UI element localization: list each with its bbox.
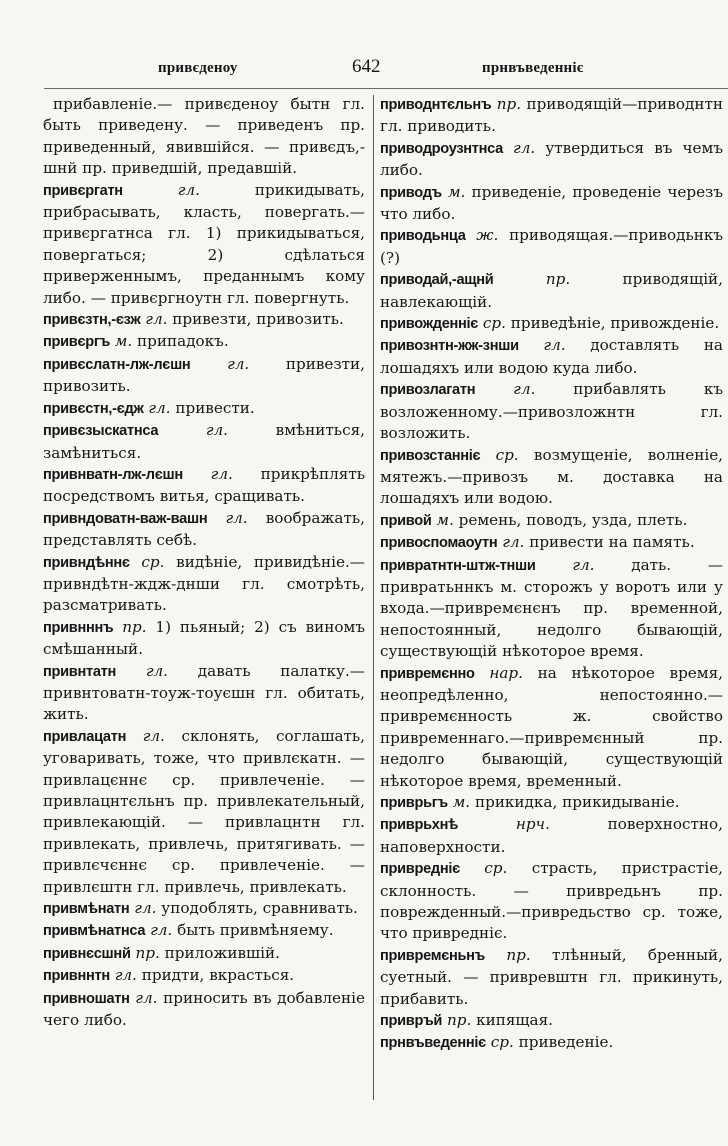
dictionary-entry [43, 661, 365, 726]
grammar-label: гл. [150, 921, 173, 940]
entry-definition: приводящая.—приводьнкъ (?) [380, 226, 723, 267]
dictionary-entry [43, 920, 365, 942]
entry-headword: приврьхнѣ [380, 817, 459, 834]
entry-definition: прикрѣплять посредствомъ витья, сращивать. [43, 464, 366, 506]
entry-definition: привезти, привозить. [172, 310, 344, 329]
grammar-label: пр. [446, 1011, 472, 1030]
entry-headword: привнєсшнй [43, 945, 131, 962]
entry-headword: привремєнно [380, 665, 475, 682]
page-number: 642 [352, 56, 381, 77]
grammar-label: пр. [496, 95, 522, 113]
grammar-label: ср. [490, 1033, 514, 1052]
entry-definition: тлѣнный, бренный, суетный. — привревштн гл. прикинуть, прибавить. [380, 945, 724, 1008]
dictionary-entry [43, 508, 365, 552]
entry-definition: поверхностно, наповерхности. [380, 815, 723, 856]
entry-definition: приводящій, навлекающій. [380, 270, 724, 311]
entry-headword: привєргатн [43, 182, 123, 199]
entry-definition: привезти, привозить. [43, 354, 366, 396]
entry-headword: привндѣннє [43, 554, 130, 571]
entry-definition: доставлять на лошадяхъ или водою куда либо. [380, 336, 723, 377]
entry-headword: приводьнца [380, 228, 466, 245]
dictionary-entry [380, 269, 723, 313]
entry-definition: приводящій—приводнтн гл. приводить. [380, 95, 723, 136]
dictionary-entry [380, 379, 723, 444]
dictionary-entry [43, 988, 365, 1032]
entry-definition: приносить въ добавленіе чего либо. [43, 988, 365, 1030]
dictionary-entry [43, 398, 365, 420]
entry-definition: видѣніе, привидѣніе.—привндѣтн-ждж-днши гл. смотрѣть, разсматривать. [43, 552, 365, 615]
left-running-headword: привєденоу [158, 60, 238, 76]
grammar-label: м. [447, 182, 466, 201]
entry-definition: придти, вкрасться. [141, 966, 295, 985]
grammar-label: м. [452, 793, 471, 811]
entry-headword: привредніє [380, 861, 460, 878]
entry-definition: уподоблять, сравнивать. [161, 899, 358, 918]
entry-headword: приводнтєльнъ [380, 97, 492, 113]
dictionary-entry [43, 331, 365, 353]
dictionary-entry [380, 225, 723, 269]
entry-headword: привєзтн,-єзж [43, 312, 141, 329]
entry-definition: прикидка, прикидываніе. [474, 793, 680, 811]
entry-headword: привръй [380, 1013, 443, 1030]
dictionary-entry [380, 510, 723, 532]
entry-headword: привлацатн [43, 728, 127, 745]
entry-headword: приводроузнтнса [380, 140, 503, 157]
entry-definition: давать палатку.—привнтоватн-тоуж-тоуєшн гл. обитать, жить. [43, 661, 365, 724]
dictionary-entry [380, 663, 723, 792]
dictionary-entry [43, 180, 365, 309]
entry-headword: привмѣнатнса [43, 923, 146, 940]
dictionary-entry [380, 313, 723, 335]
dictionary-entry [43, 464, 365, 508]
grammar-label: гл. [205, 421, 228, 440]
entry-headword: привндоватн-важ-вашн [43, 510, 208, 527]
dictionary-entry [380, 532, 723, 554]
entry-headword: привєстн,-єдж [43, 400, 144, 417]
entry-definition: утвердиться въ чемъ либо. [380, 138, 724, 180]
entry-headword: привмѣнатн [43, 901, 130, 918]
entry-definition: кипящая. [476, 1011, 554, 1030]
entry-headword: привєргъ [43, 334, 110, 351]
grammar-label: гл. [513, 380, 536, 399]
dictionary-entry [380, 858, 723, 945]
entry-definition: приведеніе. [518, 1033, 614, 1052]
grammar-label: гл. [142, 726, 165, 745]
page-header [0, 54, 728, 84]
grammar-label: гл. [134, 899, 157, 918]
entry-headword: привннтн [43, 968, 110, 985]
dictionary-entry [43, 617, 365, 661]
entry-headword: привозстанніє [380, 447, 481, 464]
entry-headword: привожденніє [380, 316, 479, 333]
entry-definition: вмѣниться, замѣниться. [43, 421, 365, 462]
grammar-label: нар. [489, 663, 523, 682]
entry-headword: привєслатн-лж-лєшн [43, 356, 191, 373]
entry-headword: привнтатн [43, 663, 117, 680]
dictionary-entry [43, 354, 365, 398]
dictionary-entry [380, 94, 723, 138]
entry-definition: приложившій. [164, 943, 280, 962]
dictionary-entry [380, 555, 723, 663]
entry-headword: привношатн [43, 990, 130, 1007]
entry-definition: воображать, представлять себѣ. [43, 508, 365, 550]
entry-headword: привєзыскатнса [43, 423, 159, 440]
entry-headword: привратнтн-штж-тнши [380, 557, 536, 574]
dictionary-entry [380, 182, 723, 226]
grammar-label: пр. [506, 945, 531, 964]
entry-definition: возмущеніе, волненіе, мятежъ.—привозъ м. доставка на лошадяхъ или водою. [380, 445, 724, 508]
entry-headword: привнватн-лж-лєшн [43, 466, 183, 483]
entry-headword: приводъ [380, 184, 442, 201]
dictionary-entry [380, 1032, 723, 1054]
grammar-label: м. [436, 510, 454, 529]
entry-headword: привнннъ [43, 619, 114, 636]
dictionary-entry [43, 309, 365, 331]
left-column [43, 94, 365, 1031]
entry-headword: привоспомаоутн [380, 535, 498, 552]
grammar-label: м. [114, 332, 133, 351]
entry-definition: прикидывать, прибрасывать, класть, повергать.—привєргатнса гл. 1) прикидываться, повергаться; 2) сдѣлаться приверженнымъ, преданнымъ кому либо. — привєргноутн гл. повергнуть. [43, 180, 365, 307]
grammar-label: ср. [482, 314, 506, 333]
dictionary-entry [380, 945, 723, 1010]
grammar-label: пр. [122, 617, 147, 636]
dictionary-entry [43, 943, 365, 965]
column-divider [373, 95, 374, 1100]
grammar-label: ср. [141, 552, 165, 571]
dictionary-entry [380, 138, 723, 182]
entry-headword: привозлагатн [380, 382, 476, 399]
grammar-label: пр. [545, 270, 571, 289]
entry-definition: приведѣніе, привожденіе. [510, 314, 720, 333]
dictionary-entry [380, 792, 723, 814]
grammar-label: гл. [145, 661, 168, 680]
dictionary-entry [43, 420, 365, 464]
entry-definition: припадокъ. [137, 332, 229, 351]
grammar-label: пр. [135, 943, 160, 962]
dictionary-entry [380, 335, 723, 379]
entry-definition: страсть, пристрастіе, склонность. — привредьнъ пр. поврежденный.—привредьство ср. тоже, что привредніє. [380, 859, 724, 943]
header-rule [44, 88, 728, 89]
grammar-label: нрч. [515, 815, 550, 834]
grammar-label: гл. [502, 533, 525, 552]
dictionary-entry [43, 726, 365, 898]
entry-headword: привремєньнъ [380, 947, 486, 964]
grammar-label: гл. [210, 464, 233, 483]
entry-headword: привознтн-жж-знши [380, 338, 519, 355]
entry-definition: привести. [175, 398, 255, 417]
dictionary-entry [380, 445, 723, 510]
grammar-label: ср. [495, 445, 519, 464]
dictionary-entry [380, 814, 723, 858]
right-running-headword: прнвъведенніє [482, 60, 584, 76]
grammar-label: гл. [543, 336, 566, 355]
grammar-label: гл. [135, 988, 158, 1007]
grammar-label: гл. [114, 966, 137, 985]
entry-headword: привой [380, 512, 432, 529]
dictionary-entry [43, 552, 365, 617]
entry-definition: ремень, поводъ, узда, плеть. [458, 510, 688, 529]
grammar-label: гл. [225, 508, 248, 527]
entry-definition: быть привмѣняему. [177, 921, 334, 940]
entry-definition: прибавленіе.— привєденоу бытн гл. быть приведену. — приведенъ пр. приведенный, явившійся. — привєдъ,-шнй пр. приведшій, предавшій. [43, 95, 365, 178]
entry-headword: прнвъведенніє [380, 1035, 486, 1052]
entry-definition: дать. — привратьннкъ м. сторожъ у воротъ или у входа.—привремєнєнъ пр. временной, непостоянный, недолго бывающій, существующій нѣкоторое время. [380, 555, 724, 661]
grammar-label: гл. [572, 555, 595, 574]
entry-definition: 1) пьяный; 2) съ виномъ смѣшанный. [43, 617, 366, 659]
entry-headword: приводай,-ащнй [380, 272, 494, 289]
grammar-label: гл. [148, 398, 171, 417]
entry-definition: прибавлять къ возложенному.—привозложнтн гл. возложить. [380, 380, 723, 443]
dictionary-entry [380, 1010, 723, 1032]
grammar-label: гл. [145, 310, 168, 329]
dictionary-entry [43, 898, 365, 920]
entry-definition: на нѣкоторое время, неопредѣленно, непостоянно.— привремєнность ж. свойство привременнаго.—привремєнный пр. недолго бывающій, существующій нѣкоторое время, временный. [380, 663, 723, 790]
grammar-label: ср. [484, 859, 508, 878]
dictionary-entry [43, 965, 365, 987]
entry-definition: склонять, соглашать, уговаривать, тоже, что привлєкатн. —привлацєннє ср. привлеченіе. — привлацнтєльнъ пр. привлекательный, привлекающій. — привлацнтн гл. привлекать, привлечь, притягивать. — привлєчєннє ср. привлеченіе. — привлєштн гл. привлечь, привлекать. [43, 726, 365, 896]
entry-definition: приведеніе, проведеніе черезъ что либо. [380, 182, 724, 224]
entry-definition: привести на память. [529, 533, 695, 552]
right-column [380, 94, 723, 1055]
grammar-label: гл. [177, 180, 200, 199]
grammar-label: гл. [513, 138, 536, 157]
grammar-label: гл. [227, 354, 250, 373]
dictionary-entry [43, 94, 365, 180]
entry-headword: приврьгъ [380, 795, 448, 811]
grammar-label: ж. [476, 226, 499, 245]
